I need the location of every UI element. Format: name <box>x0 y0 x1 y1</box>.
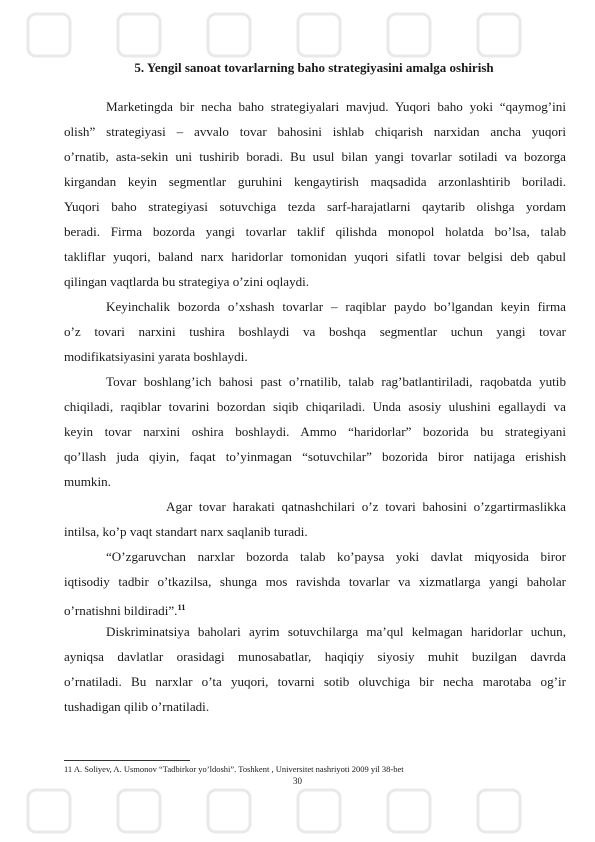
body-line: tushadigan qilib o’rnatiladi. <box>64 699 210 714</box>
body-line: takliflar yuqori, baland narx haridorlar tomonidan yuqori sifatli tovar belgisi deb qabul <box>64 249 566 264</box>
body-line-with-footnote <box>64 599 566 619</box>
body-line: o’z tovari narxini tushira boshlaydi va boshqa segmentlar uchun yangi tovar <box>64 324 566 339</box>
body-line: o’rnatiladi. Bu narxlar o’ta yuqori, tovarni sotib oluvchiga bir necha marotaba og’ir <box>64 674 566 689</box>
body-line: kirgandan keyin segmentlar guruhini kengaytirish maqsadida arzonlashtirib boriladi. <box>64 174 566 189</box>
body-line: Agar tovar harakati qatnashchilari o’z tovari bahosini o’zgartirmaslikka <box>166 499 566 514</box>
body-line: iqtisodiy tadbir o’tkazilsa, shunga mos ravishda tovarlar va xizmatlarga yangi baholar <box>64 574 566 589</box>
body-line: chiqiladi, raqiblar tovarini bozordan siqib chiqariladi. Unda asosiy ulushini egallaydi va <box>64 399 566 414</box>
page-number: 30 <box>293 776 302 786</box>
body-line: Tovar boshlang’ich bahosi past o’rnatilib, talab rag’batlantiriladi, raqobatda yutib <box>106 374 566 389</box>
footnote-text: 11 A. Soliyev, A. Usmonov “Tadbirkor yo’ldoshi”. Toshkent , Universitet nashriyoti 2009 yil 38-bet <box>64 764 404 774</box>
body-line: beradi. Firma bozorda yangi tovarlar taklif qilishda monopol holatda bo’lsa, talab <box>64 224 566 239</box>
footnote-reference[interactable]: 11 <box>177 602 186 612</box>
body-line: o’rnatib, asta-sekin uni tushirib boradi. Bu usul bilan yangi tovarlar sotiladi va bozorga <box>64 149 566 164</box>
body-line: olish” strategiyasi – avvalo tovar bahosini ishlab chiqarish narxidan ancha yuqori <box>64 124 566 139</box>
body-line: “O’zgaruvchan narxlar bozorda talab ko’paysa yoki davlat miqyosida biror <box>106 549 566 564</box>
body-line: modifikatsiyasini yarata boshlaydi. <box>64 349 248 364</box>
body-line: Keyinchalik bozorda o’xshash tovarlar – raqiblar paydo bo’lgandan keyin firma <box>106 299 566 314</box>
body-line: qilingan vaqtlarda bu strategiya o’zini oqlaydi. <box>64 274 310 289</box>
body-line: Diskriminatsiya baholari ayrim sotuvchilarga ma’qul kelmagan haridorlar uchun, <box>106 624 566 639</box>
footnote-divider <box>64 760 190 761</box>
body-line: ayniqsa davlatlar orasidagi munosabatlar, haqiqiy siyosiy muhit buzilgan davrda <box>64 649 566 664</box>
body-line: intilsa, ko’p vaqt standart narx saqlanib turadi. <box>64 524 308 539</box>
body-line: Yuqori baho strategiyasi sotuvchiga tezda sarf-harajatlarni qaytarib olishga yordam <box>64 199 566 214</box>
section-title: 5. Yengil sanoat tovarlarning baho strategiyasini amalga oshirish <box>134 60 494 75</box>
body-line: mumkin. <box>64 474 111 489</box>
body-line: keyin tovar narxini oshira boshlaydi. Ammo “haridorlar” bozorida bu strategiyani <box>64 424 566 439</box>
body-line: Marketingda bir necha baho strategiyalari mavjud. Yuqori baho yoki “qaymog’ini <box>106 99 566 114</box>
quote-end-text: o’rnatishni bildiradi”. <box>64 603 178 618</box>
body-line: qo’llash juda qiyin, faqat to’yinmagan “sotuvchilar” bozorida biror natijaga erishish <box>64 449 566 464</box>
